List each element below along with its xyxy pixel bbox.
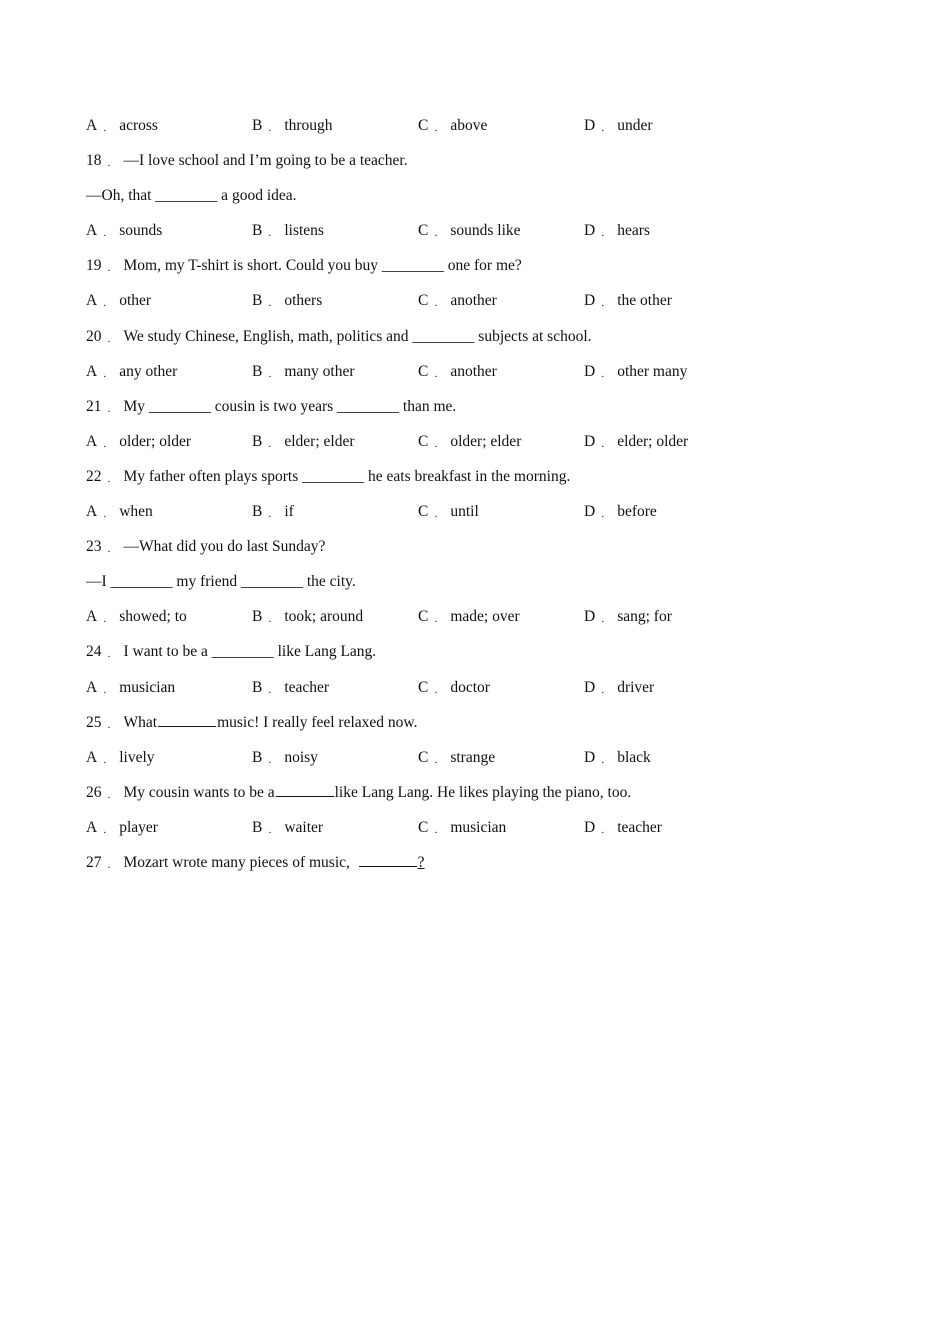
question-text-after-blank: like Lang Lang. He likes playing the piano, too.	[334, 783, 632, 801]
question-separator: ．	[107, 403, 118, 415]
option-text: noisy	[284, 748, 318, 766]
option-letter: B	[252, 362, 263, 380]
answer-option-d[interactable]	[584, 361, 750, 396]
option-separator: ．	[601, 754, 612, 766]
option-separator: ．	[434, 228, 445, 240]
option-text: black	[617, 748, 651, 766]
question-separator: ．	[107, 544, 118, 556]
question-number: 18	[86, 152, 102, 170]
answer-option-c[interactable]	[418, 817, 584, 852]
option-letter: B	[252, 608, 263, 626]
option-separator: ．	[268, 438, 279, 450]
option-letter: C	[418, 608, 429, 626]
option-letter: B	[252, 678, 263, 696]
answer-option-d[interactable]	[584, 817, 750, 852]
option-letter: A	[86, 432, 98, 450]
option-text: another	[450, 362, 497, 380]
option-text: other	[119, 292, 152, 310]
option-separator: ．	[103, 684, 114, 696]
answer-option-c[interactable]	[418, 501, 584, 536]
option-text: driver	[617, 678, 655, 696]
dialogue-text: —I ________ my friend ________ the city.	[86, 573, 356, 591]
option-letter: D	[584, 608, 596, 626]
option-letter: B	[252, 117, 263, 134]
option-letter: D	[584, 362, 596, 380]
option-text: through	[284, 117, 333, 134]
option-letter: A	[86, 818, 98, 836]
option-separator: ．	[268, 684, 279, 696]
option-letter: A	[86, 608, 98, 626]
option-letter: D	[584, 222, 596, 240]
option-letter: D	[584, 748, 596, 766]
answer-option-a[interactable]	[86, 501, 252, 536]
option-text: across	[119, 117, 158, 134]
option-text: older; older	[119, 432, 192, 450]
option-text: elder; elder	[284, 432, 355, 450]
question-number: 21	[86, 397, 102, 415]
option-separator: ．	[103, 614, 114, 626]
question-separator: ．	[107, 263, 118, 275]
answer-options-row	[86, 747, 886, 782]
option-text: lively	[119, 748, 155, 766]
option-separator: ．	[601, 824, 612, 836]
option-letter: D	[584, 818, 596, 836]
question-18	[86, 150, 886, 185]
answer-option-a[interactable]	[86, 817, 252, 852]
option-text: when	[119, 503, 153, 521]
answer-option-b[interactable]	[252, 220, 418, 255]
question-text-before-blank: Mozart wrote many pieces of music,	[123, 853, 358, 871]
document-body	[86, 115, 886, 887]
answer-option-d[interactable]	[584, 290, 750, 325]
option-separator: ．	[268, 824, 279, 836]
question-27	[86, 852, 886, 887]
question-text-before-blank: What	[123, 713, 158, 731]
question-23	[86, 536, 886, 571]
option-separator: ．	[434, 824, 445, 836]
question-25	[86, 712, 886, 747]
question-text-after-blank: ?	[417, 853, 425, 871]
option-letter: A	[86, 678, 98, 696]
option-separator: ．	[268, 368, 279, 380]
dialogue-line	[86, 185, 886, 220]
answer-blank[interactable]	[276, 782, 334, 797]
option-text: took; around	[284, 608, 364, 626]
option-text: teacher	[284, 678, 330, 696]
option-separator: ．	[268, 228, 279, 240]
option-letter: A	[86, 117, 98, 134]
answer-option-d[interactable]	[584, 115, 750, 150]
answer-option-a[interactable]	[86, 220, 252, 255]
answer-options-row	[86, 290, 886, 325]
answer-option-c[interactable]	[418, 747, 584, 782]
option-separator: ．	[103, 438, 114, 450]
answer-options-row	[86, 361, 886, 396]
option-text: others	[284, 292, 323, 310]
question-24	[86, 641, 886, 676]
question-number: 20	[86, 327, 102, 345]
option-text: above	[450, 117, 488, 134]
option-separator: ．	[103, 509, 114, 521]
option-letter: C	[418, 222, 429, 240]
option-separator: ．	[601, 509, 612, 521]
option-text: the other	[617, 292, 672, 310]
option-text: sounds like	[450, 222, 521, 240]
option-separator: ．	[601, 368, 612, 380]
option-text: sounds	[119, 222, 163, 240]
answer-option-c[interactable]	[418, 361, 584, 396]
question-19	[86, 255, 886, 290]
option-text: elder; older	[617, 432, 689, 450]
dialogue-line	[86, 571, 886, 606]
question-21	[86, 396, 886, 431]
option-letter: A	[86, 362, 98, 380]
question-number: 27	[86, 853, 102, 871]
option-text: older; elder	[450, 432, 522, 450]
option-letter: B	[252, 748, 263, 766]
option-letter: C	[418, 117, 429, 134]
answer-option-d[interactable]	[584, 431, 750, 466]
option-text: sang; for	[617, 608, 672, 626]
option-text: other many	[617, 362, 688, 380]
option-text: any other	[119, 362, 178, 380]
answer-option-d[interactable]	[584, 677, 750, 712]
question-number: 23	[86, 538, 102, 556]
answer-option-b[interactable]	[252, 817, 418, 852]
option-letter: A	[86, 748, 98, 766]
option-separator: ．	[103, 298, 114, 310]
answer-option-b[interactable]	[252, 677, 418, 712]
option-separator: ．	[434, 684, 445, 696]
answer-option-a[interactable]	[86, 290, 252, 325]
option-separator: ．	[601, 438, 612, 450]
question-text: I want to be a ________ like Lang Lang.	[123, 643, 377, 661]
question-separator: ．	[107, 649, 118, 661]
question-separator: ．	[107, 719, 118, 731]
option-separator: ．	[601, 123, 612, 134]
option-separator: ．	[268, 614, 279, 626]
option-text: before	[617, 503, 657, 521]
option-text: musician	[119, 678, 176, 696]
option-letter: B	[252, 292, 263, 310]
option-letter: C	[418, 503, 429, 521]
option-separator: ．	[434, 368, 445, 380]
answer-options-row	[86, 677, 886, 712]
option-separator: ．	[268, 754, 279, 766]
question-number: 22	[86, 467, 102, 485]
dialogue-text: —Oh, that ________ a good idea.	[86, 187, 297, 205]
answer-option-c[interactable]	[418, 606, 584, 641]
option-text: another	[450, 292, 497, 310]
option-text: hears	[617, 222, 650, 240]
option-text: strange	[450, 748, 496, 766]
option-text: player	[119, 818, 158, 836]
question-separator: ．	[107, 473, 118, 485]
option-letter: A	[86, 222, 98, 240]
question-number: 19	[86, 257, 102, 275]
option-separator: ．	[434, 614, 445, 626]
option-separator: ．	[601, 684, 612, 696]
option-text: showed; to	[119, 608, 187, 626]
answer-option-a[interactable]	[86, 361, 252, 396]
answer-option-c[interactable]	[418, 677, 584, 712]
question-text: —I love school and I’m going to be a teacher.	[123, 152, 408, 170]
question-separator: ．	[107, 158, 118, 170]
question-text-after-blank: music! I really feel relaxed now.	[217, 713, 418, 731]
answer-option-d[interactable]	[584, 220, 750, 255]
answer-options-row	[86, 431, 886, 466]
answer-option-b[interactable]	[252, 361, 418, 396]
question-text: My ________ cousin is two years ________ than me.	[123, 397, 457, 415]
option-letter: B	[252, 818, 263, 836]
question-number: 24	[86, 643, 102, 661]
answer-options-row	[86, 501, 886, 536]
answer-option-b[interactable]	[252, 747, 418, 782]
option-text: under	[617, 117, 653, 134]
option-separator: ．	[434, 509, 445, 521]
answer-option-a[interactable]	[86, 115, 252, 150]
option-letter: C	[418, 678, 429, 696]
answer-option-c[interactable]	[418, 290, 584, 325]
answer-option-a[interactable]	[86, 431, 252, 466]
question-text-before-blank: My cousin wants to be a	[123, 783, 275, 801]
option-separator: ．	[103, 368, 114, 380]
option-text: teacher	[617, 818, 662, 836]
answer-option-d[interactable]	[584, 501, 750, 536]
option-letter: C	[418, 432, 429, 450]
option-letter: C	[418, 362, 429, 380]
answer-option-c[interactable]	[418, 431, 584, 466]
option-letter: A	[86, 292, 98, 310]
option-letter: D	[584, 292, 596, 310]
answer-options-row	[86, 817, 886, 852]
option-separator: ．	[434, 438, 445, 450]
option-separator: ．	[434, 754, 445, 766]
option-separator: ．	[268, 509, 279, 521]
question-separator: ．	[107, 789, 118, 801]
option-separator: ．	[103, 824, 114, 836]
answer-blank[interactable]	[158, 712, 216, 727]
option-text: musician	[450, 818, 507, 836]
option-separator: ．	[103, 123, 114, 134]
option-separator: ．	[601, 298, 612, 310]
question-number: 26	[86, 783, 102, 801]
option-separator: ．	[268, 123, 279, 134]
option-letter: D	[584, 503, 596, 521]
option-letter: C	[418, 748, 429, 766]
question-text: Mom, my T-shirt is short. Could you buy ________ one for me?	[123, 257, 522, 275]
option-text: made; over	[450, 608, 520, 626]
question-separator: ．	[107, 859, 118, 871]
option-letter: B	[252, 503, 263, 521]
question-text: —What did you do last Sunday?	[123, 538, 326, 556]
answer-option-c[interactable]	[418, 220, 584, 255]
option-letter: D	[584, 117, 596, 134]
answer-option-d[interactable]	[584, 606, 750, 641]
answer-option-b[interactable]	[252, 606, 418, 641]
answer-option-b[interactable]	[252, 290, 418, 325]
answer-option-a[interactable]	[86, 606, 252, 641]
option-letter: B	[252, 222, 263, 240]
answer-options-row	[86, 115, 886, 150]
answer-option-b[interactable]	[252, 501, 418, 536]
option-letter: C	[418, 818, 429, 836]
question-22	[86, 466, 886, 501]
answer-options-row	[86, 220, 886, 255]
option-separator: ．	[103, 228, 114, 240]
question-26	[86, 782, 886, 817]
answer-blank[interactable]	[359, 852, 417, 867]
answer-option-c[interactable]	[418, 115, 584, 150]
option-text: until	[450, 503, 479, 521]
answer-option-d[interactable]	[584, 747, 750, 782]
answer-option-a[interactable]	[86, 747, 252, 782]
answer-option-b[interactable]	[252, 115, 418, 150]
option-letter: A	[86, 503, 98, 521]
question-text: My father often plays sports ________ he eats breakfast in the morning.	[123, 467, 571, 485]
option-text: many other	[284, 362, 355, 380]
option-separator: ．	[434, 298, 445, 310]
question-text: We study Chinese, English, math, politics and ________ subjects at school.	[123, 327, 592, 345]
answer-options-row	[86, 606, 886, 641]
answer-option-a[interactable]	[86, 677, 252, 712]
question-number: 25	[86, 713, 102, 731]
option-text: listens	[284, 222, 324, 240]
option-separator: ．	[434, 123, 445, 134]
question-separator: ．	[107, 333, 118, 345]
option-letter: D	[584, 678, 596, 696]
option-letter: D	[584, 432, 596, 450]
option-separator: ．	[268, 298, 279, 310]
option-separator: ．	[601, 228, 612, 240]
option-separator: ．	[601, 614, 612, 626]
option-text: if	[284, 503, 294, 521]
answer-option-b[interactable]	[252, 431, 418, 466]
option-text: doctor	[450, 678, 490, 696]
option-text: waiter	[284, 818, 324, 836]
option-separator: ．	[103, 754, 114, 766]
question-20	[86, 326, 886, 361]
option-letter: B	[252, 432, 263, 450]
option-letter: C	[418, 292, 429, 310]
